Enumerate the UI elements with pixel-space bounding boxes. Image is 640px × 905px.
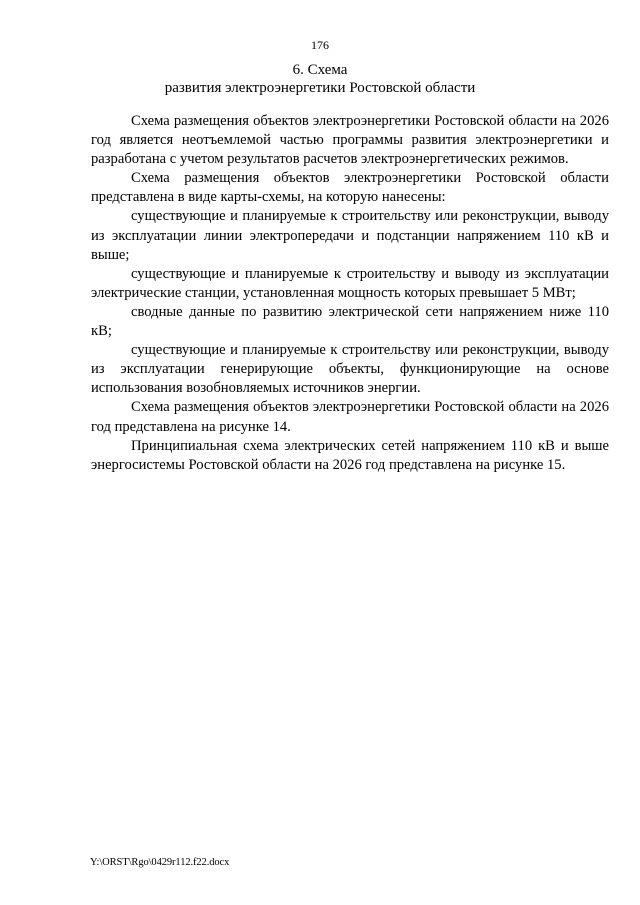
- document-body: [91, 112, 609, 475]
- paragraph-2: Схема размещения объектов электроэнергетики Ростовской области представлена в виде карты-схемы, на которую нанесены:: [91, 170, 609, 206]
- paragraph-figure-14-reference: Схема размещения объектов электроэнергетики Ростовской области на 2026 год представлена на рисунке 14.: [91, 399, 609, 435]
- section-subtitle: развития электроэнергетики Ростовской области: [164, 80, 476, 96]
- list-item-power-lines: существующие и планируемые к строительству или реконструкции, выводу из эксплуатации линии электропередачи и подстанции напряжением 110 кВ и выше;: [91, 208, 609, 263]
- list-item-power-stations: существующие и планируемые к строительству и выводу из эксплуатации электрические станции, установленная мощность которых превышает 5 МВт;: [91, 265, 609, 301]
- page-number: 176: [311, 38, 329, 52]
- list-item-low-voltage-network: сводные данные по развитию электрической сети напряжением ниже 110 кВ;: [91, 303, 609, 340]
- paragraph-1: Схема размещения объектов электроэнергетики Ростовской области на 2026 год является неотъемлемой частью программы развития электроэнергетики и разработана с учетом результатов расчетов электроэнергетических режимов.: [91, 113, 609, 168]
- section-title: 6. Схема: [292, 62, 348, 78]
- file-path-footer: Y:\ORST\Rgo\0429r112.f22.docx: [90, 857, 230, 868]
- list-item-renewable-generation: существующие и планируемые к строительству или реконструкции, выводу из эксплуатации генерирующие объекты, функционирующие на основе использования возобновляемых источников энергии.: [91, 342, 609, 397]
- paragraph-figure-15-reference: Принципиальная схема электрических сетей напряжением 110 кВ и выше энергосистемы Ростовской области на 2026 год представлена на рисунке 15.: [91, 437, 609, 473]
